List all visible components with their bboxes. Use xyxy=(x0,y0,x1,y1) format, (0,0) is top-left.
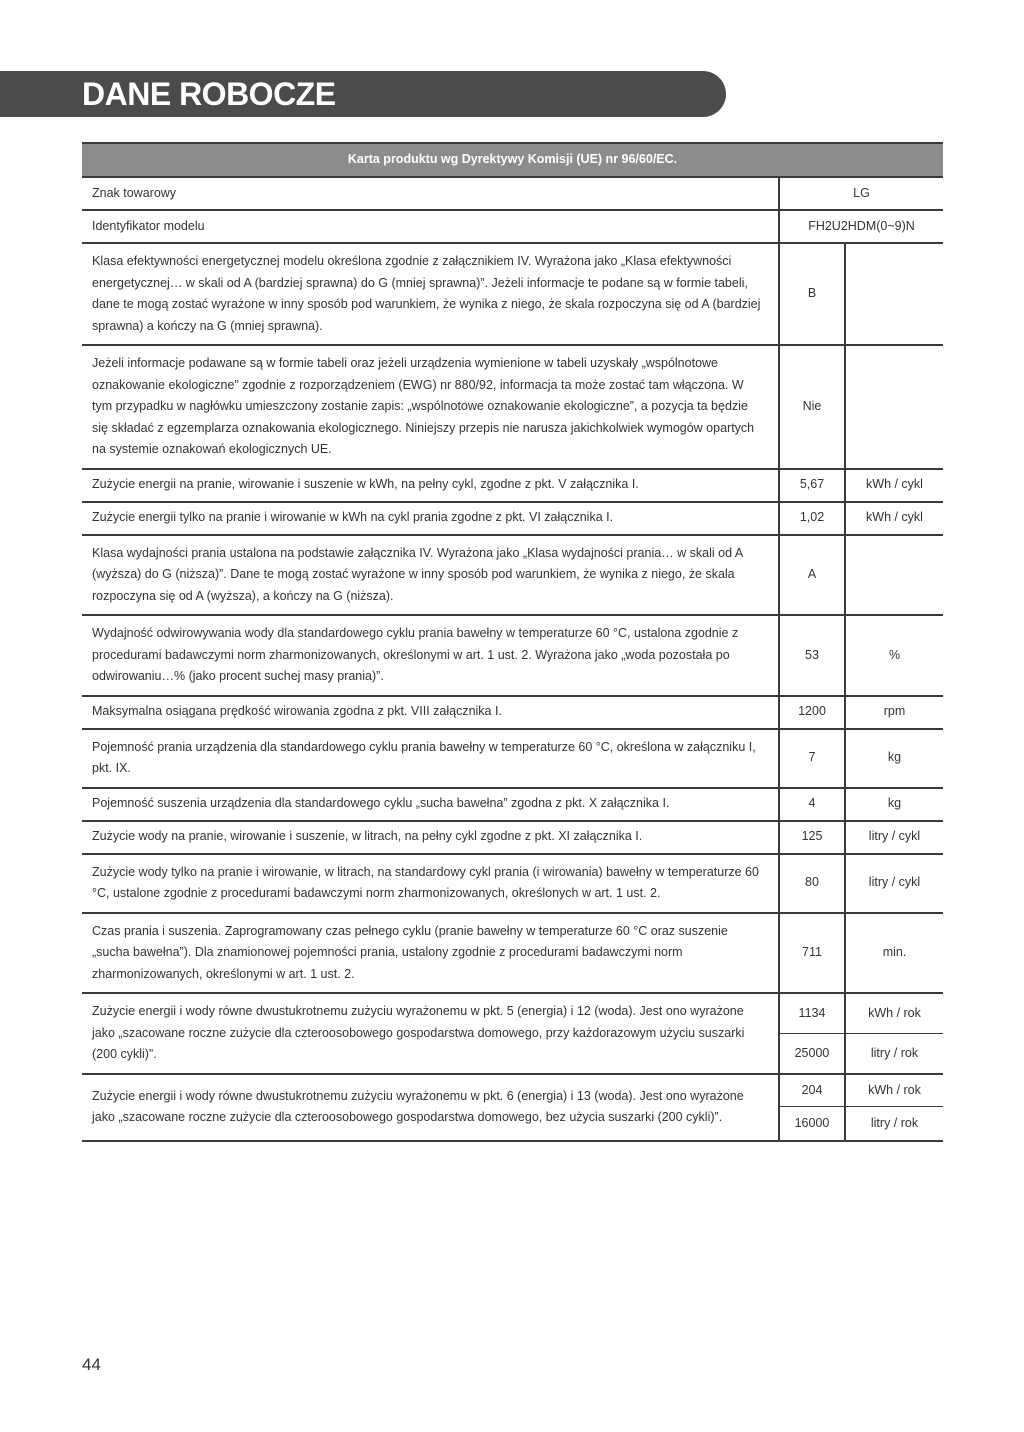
table-row xyxy=(82,696,943,729)
row-value: 1200 xyxy=(779,696,845,729)
row-unit: rpm xyxy=(845,696,943,729)
table-row-trademark xyxy=(82,177,943,210)
row-description: Wydajność odwirowywania wody dla standardowego cyklu prania bawełny w temperaturze 60 °C, ustalona zgodnie z procedurami badawczymi norm zharmonizowanych, określonymi w art. 1 ust. 2. Wyrażona jako „woda pozostała po odwirowaniu…% (jako procent suchej masy prania)”. xyxy=(82,615,779,696)
row-description: Pojemność suszenia urządzenia dla standardowego cyklu „sucha bawełna” zgodna z pkt. X załącznika I. xyxy=(82,788,779,821)
row-value: 1,02 xyxy=(779,502,845,535)
row-value: 5,67 xyxy=(779,469,845,502)
row-unit: litry / cykl xyxy=(845,854,943,913)
table-row xyxy=(82,502,943,535)
trademark-label: Znak towarowy xyxy=(82,177,779,210)
row-description: Zużycie energii na pranie, wirowanie i suszenie w kWh, na pełny cykl, zgodne z pkt. V załącznika I. xyxy=(82,469,779,502)
annual-dryer-energy-unit: kWh / rok xyxy=(845,993,943,1034)
annual-no-dryer-water-value: 16000 xyxy=(779,1107,845,1141)
row-value: 711 xyxy=(779,913,845,994)
row-unit xyxy=(845,535,943,616)
row-description: Klasa efektywności energetycznej modelu określona zgodnie z załącznikiem IV. Wyrażona jako „Klasa efektywności energetycznej… w skali od A (bardziej sprawna) do G (mniej sprawna)”. Jeżeli informacje te podane są w formie tabeli, dane te mogą zostać wyrażone w inny sposób pod warunkiem, że wynika z niego, że skala rozpoczyna się od A (bardziej sprawna) a kończy na G (mniej sprawna). xyxy=(82,243,779,345)
table-row-annual-no-dryer-energy xyxy=(82,1074,943,1107)
row-value: A xyxy=(779,535,845,616)
table-row xyxy=(82,854,943,913)
table-row xyxy=(82,243,943,345)
annual-no-dryer-energy-unit: kWh / rok xyxy=(845,1074,943,1107)
annual-no-dryer-energy-value: 204 xyxy=(779,1074,845,1107)
row-unit: % xyxy=(845,615,943,696)
row-description: Zużycie wody tylko na pranie i wirowanie, w litrach, na standardowy cykl prania (i wirowania) bawełny w temperaturze 60 °C, ustalone zgodnie z procedurami badawczymi norm zharmonizowanych, określonych w art. 1 ust. 2. xyxy=(82,854,779,913)
row-unit xyxy=(845,243,943,345)
row-unit: kg xyxy=(845,788,943,821)
table-row-model xyxy=(82,210,943,243)
annual-dryer-water-unit: litry / rok xyxy=(845,1034,943,1074)
row-value: 80 xyxy=(779,854,845,913)
row-value: 4 xyxy=(779,788,845,821)
row-value: B xyxy=(779,243,845,345)
page-title: DANE ROBOCZE xyxy=(82,76,336,112)
table-row xyxy=(82,913,943,994)
row-description: Maksymalna osiągana prędkość wirowania zgodna z pkt. VIII załącznika I. xyxy=(82,696,779,729)
row-unit xyxy=(845,345,943,469)
annual-no-dryer-description: Zużycie energii i wody równe dwustukrotnemu zużyciu wyrażonemu w pkt. 6 (energia) i 13 (woda). Jest ono wyrażone jako „szacowane roczne zużycie dla czteroosobowego gospodarstwa domowego, bez użycia suszarki (200 cykli)”. xyxy=(82,1074,779,1141)
page-number: 44 xyxy=(82,1355,101,1374)
table-row xyxy=(82,345,943,469)
row-description: Zużycie energii tylko na pranie i wirowanie w kWh na cykl prania zgodne z pkt. VI załącznika I. xyxy=(82,502,779,535)
row-value: Nie xyxy=(779,345,845,469)
row-unit: kg xyxy=(845,729,943,788)
table-caption-row xyxy=(82,143,943,177)
row-unit: litry / cykl xyxy=(845,821,943,854)
row-description: Czas prania i suszenia. Zaprogramowany czas pełnego cyklu (pranie bawełny w temperaturze 60 °C oraz suszenie „sucha bawełna”). Dla znamionowej pojemności prania, ustalony zgodnie z procedurami badawczymi norm zharmonizowanych, określonymi w art. 1 ust. 2. xyxy=(82,913,779,994)
table-row xyxy=(82,615,943,696)
row-description: Klasa wydajności prania ustalona na podstawie załącznika IV. Wyrażona jako „Klasa wydajności prania… w skali od A (wyższa) do G (niższa)”. Dane te mogą zostać wyrażone w inny sposób pod warunkiem, że wynika z niego, że skala rozpoczyna się od A (wyższa), a kończy na G (niższa). xyxy=(82,535,779,616)
row-unit: min. xyxy=(845,913,943,994)
annual-dryer-description: Zużycie energii i wody równe dwustukrotnemu zużyciu wyrażonemu w pkt. 5 (energia) i 12 (woda). Jest ono wyrażone jako „szacowane roczne zużycie dla czteroosobowego gospodarstwa domowego, przy każdorazowym użyciu suszarki (200 cykli)”. xyxy=(82,993,779,1074)
table-row-annual-dryer-energy xyxy=(82,993,943,1034)
row-unit: kWh / cykl xyxy=(845,502,943,535)
table-row xyxy=(82,821,943,854)
row-description: Jeżeli informacje podawane są w formie tabeli oraz jeżeli urządzenia wymienione w tabeli uzyskały „wspólnotowe oznakowanie ekologiczne” zgodnie z rozporządzeniem (EWG) nr 880/92, informacja ta może zostać tam włączona. W tym przypadku w nagłówku umieszczony zostanie zapis: „wspólnotowe oznakowanie ekologiczne”, a pozycja ta będzie się składać z egzemplarza oznakowania ekologicznego. Niniejszy przepis nie narusza jakichkolwiek wymogów opartych na systemie oznakowań ekologicznych UE. xyxy=(82,345,779,469)
annual-dryer-water-value: 25000 xyxy=(779,1034,845,1074)
table-row xyxy=(82,535,943,616)
annual-no-dryer-water-unit: litry / rok xyxy=(845,1107,943,1141)
table-caption: Karta produktu wg Dyrektywy Komisji (UE) nr 96/60/EC. xyxy=(82,143,943,177)
table-row xyxy=(82,469,943,502)
product-sheet xyxy=(82,142,943,1142)
row-value: 125 xyxy=(779,821,845,854)
table-row xyxy=(82,729,943,788)
section-banner xyxy=(0,71,726,117)
table-row xyxy=(82,788,943,821)
row-unit: kWh / cykl xyxy=(845,469,943,502)
row-description: Zużycie wody na pranie, wirowanie i suszenie, w litrach, na pełny cykl zgodne z pkt. XI załącznika I. xyxy=(82,821,779,854)
trademark-value: LG xyxy=(779,177,943,210)
row-value: 7 xyxy=(779,729,845,788)
model-value: FH2U2HDM(0~9)N xyxy=(779,210,943,243)
product-fiche-table xyxy=(82,142,943,1142)
row-value: 53 xyxy=(779,615,845,696)
row-description: Pojemność prania urządzenia dla standardowego cyklu prania bawełny w temperaturze 60 °C, określona w załączniku I, pkt. IX. xyxy=(82,729,779,788)
model-label: Identyfikator modelu xyxy=(82,210,779,243)
annual-dryer-energy-value: 1134 xyxy=(779,993,845,1034)
